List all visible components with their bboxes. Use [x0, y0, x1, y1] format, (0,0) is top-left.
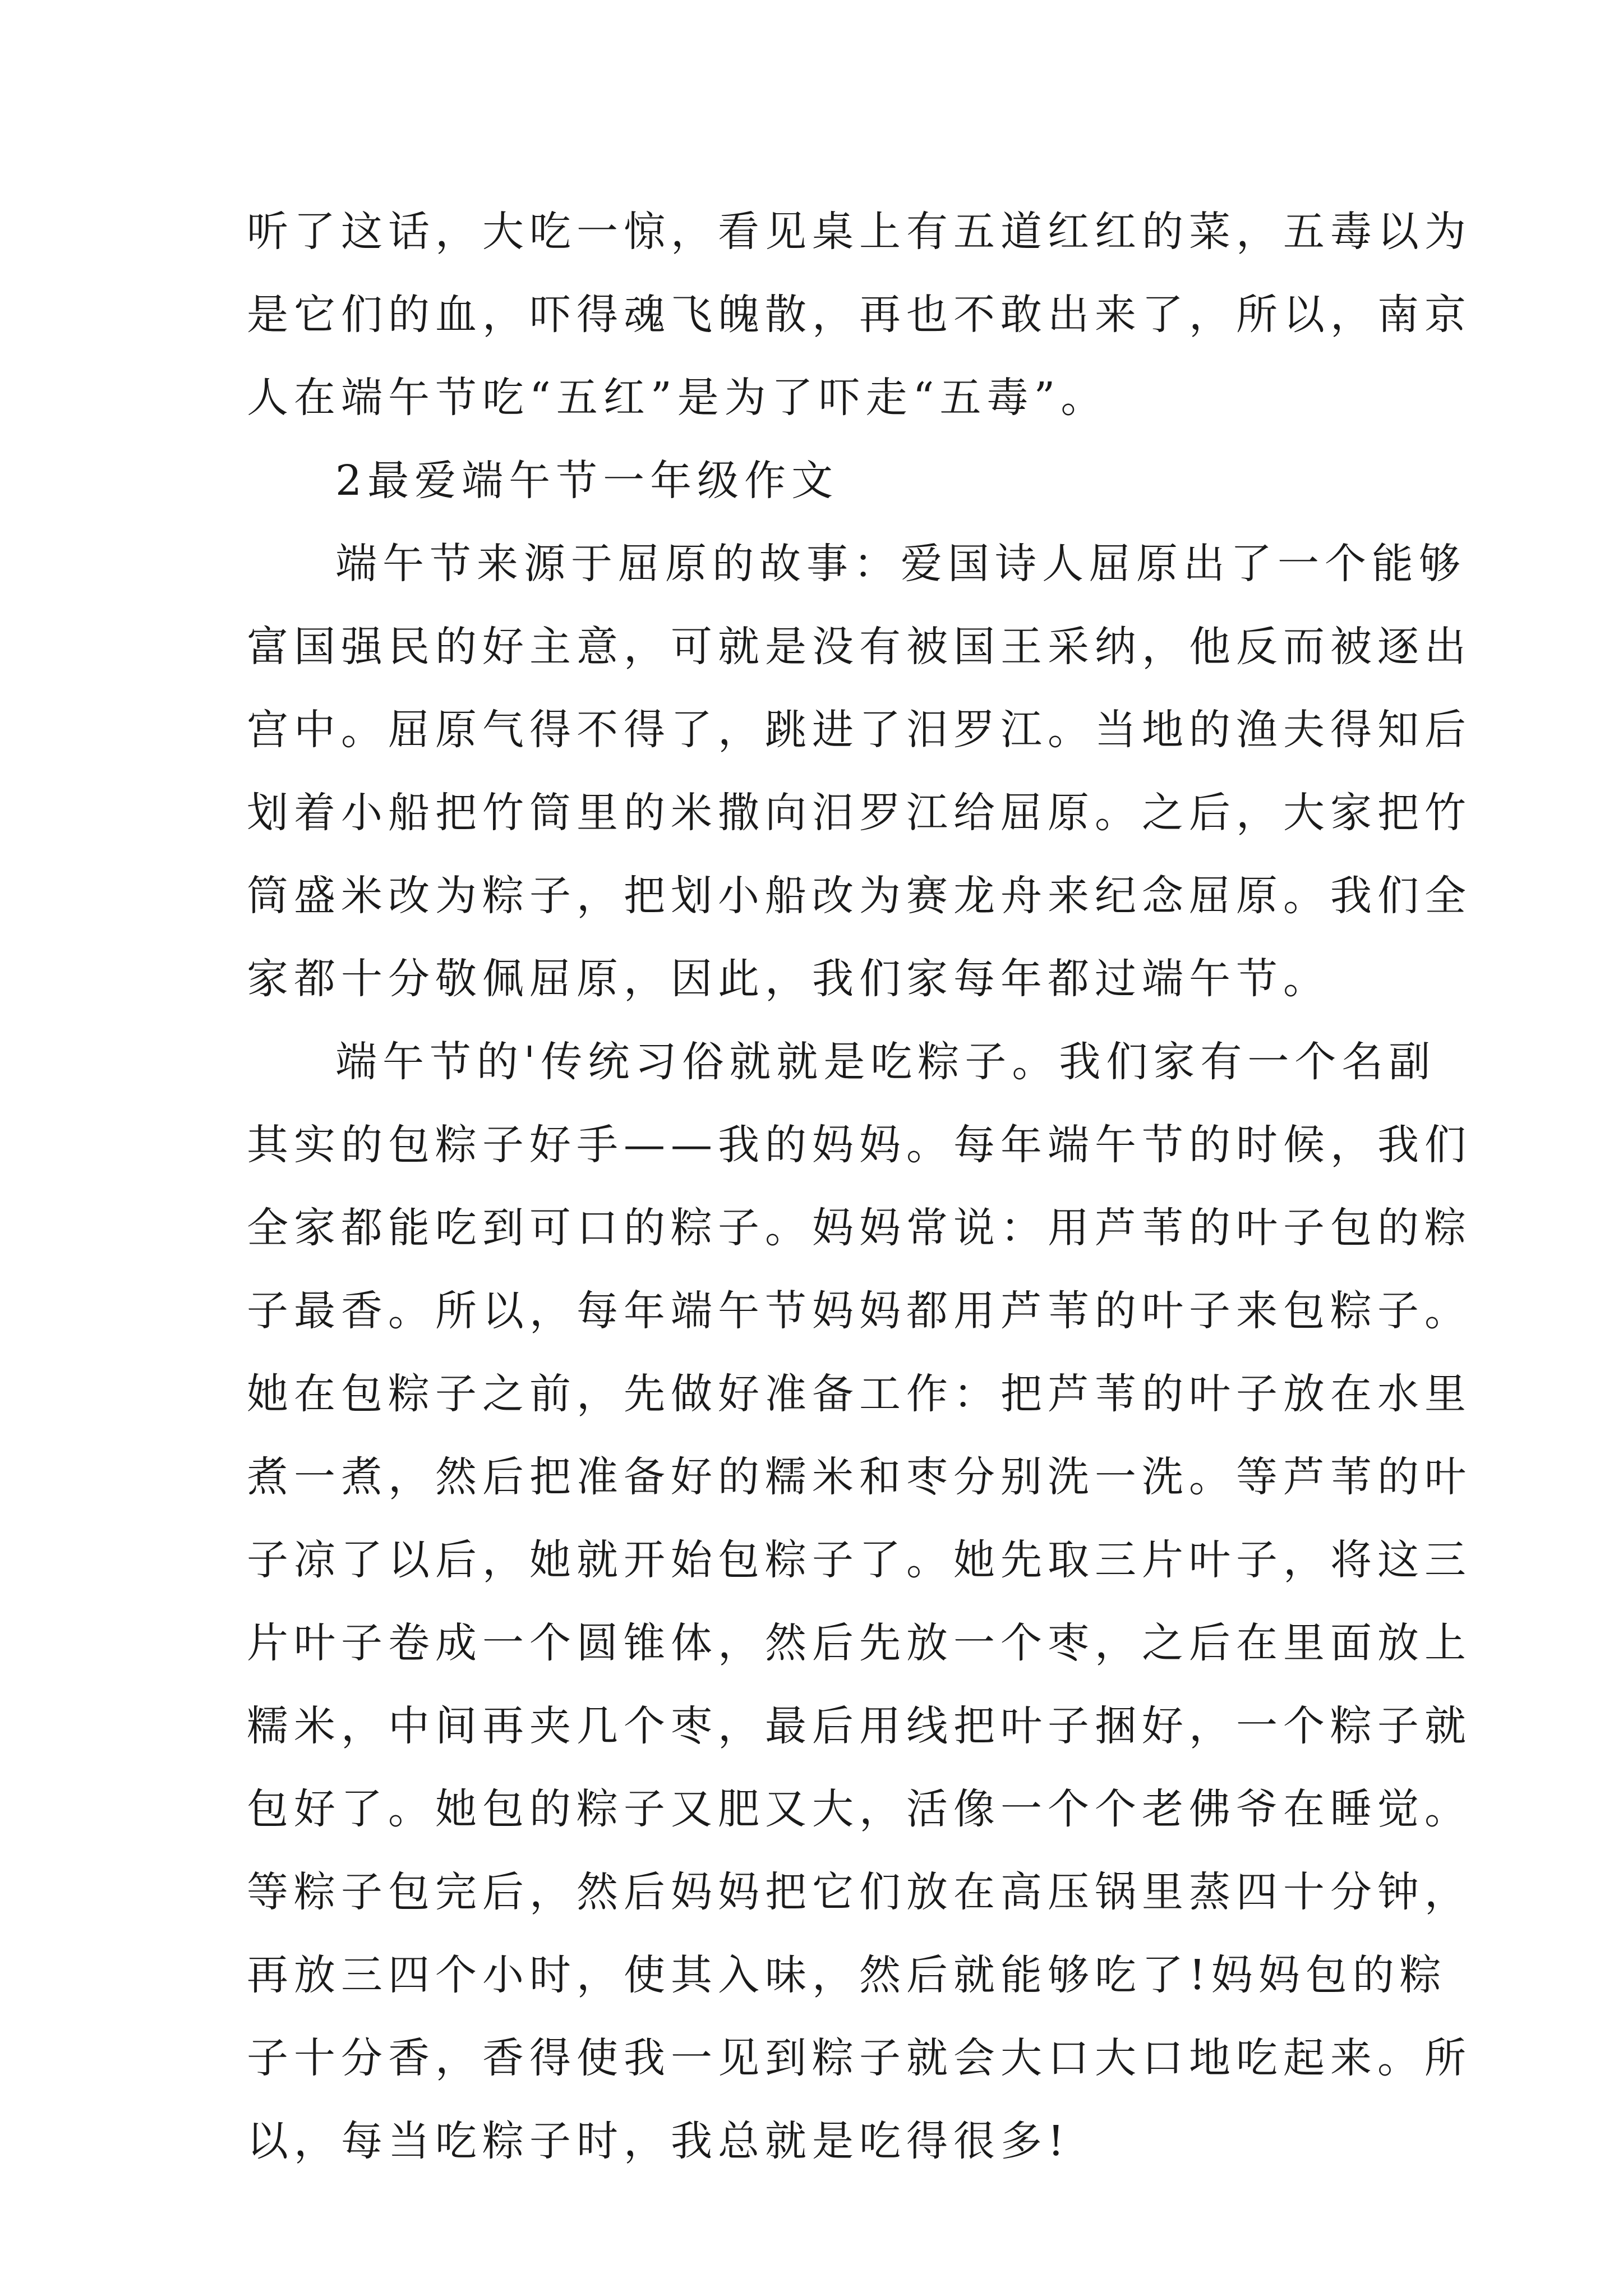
text-line: 划着小船把竹筒里的米撒向汨罗江给屈原。之后，大家把竹 — [247, 789, 1472, 837]
text-line: 听了这话，大吃一惊，看见桌上有五道红红的菜，五毒以为 — [247, 208, 1472, 256]
text-line: 她在包粽子之前，先做好准备工作：把芦苇的叶子放在水里 — [247, 1370, 1472, 1418]
text-line: 片叶子卷成一个圆锥体，然后先放一个枣，之后在里面放上 — [247, 1619, 1472, 1667]
text-line: 家都十分敬佩屈原，因此，我们家每年都过端午节。 — [247, 955, 1330, 1003]
text-line: 子十分香，香得使我一见到粽子就会大口大口地吃起来。所 — [247, 2034, 1472, 2082]
text-line: 子凉了以后，她就开始包粽子了。她先取三片叶子，将这三 — [247, 1536, 1472, 1584]
text-line: 糯米，中间再夹几个枣，最后用线把叶子捆好，一个粽子就 — [247, 1702, 1472, 1750]
text-line: 筒盛米改为粽子，把划小船改为赛龙舟来纪念屈原。我们全 — [247, 872, 1472, 920]
text-line: 再放三四个小时，使其入味，然后就能够吃了!妈妈包的粽 — [247, 1951, 1447, 1999]
paragraph-first-line: 端午节来源于屈原的故事：爱国诗人屈原出了一个能够 — [335, 540, 1466, 588]
text-line: 等粽子包完后，然后妈妈把它们放在高压锅里蒸四十分钟， — [247, 1868, 1472, 1916]
text-line: 是它们的血，吓得魂飞魄散，再也不敢出来了，所以，南京 — [247, 291, 1472, 339]
text-line: 全家都能吃到可口的粽子。妈妈常说：用芦苇的叶子包的粽 — [247, 1204, 1472, 1252]
text-line: 子最香。所以，每年端午节妈妈都用芦苇的叶子来包粽子。 — [247, 1287, 1472, 1335]
text-line: 包好了。她包的粽子又肥又大，活像一个个老佛爷在睡觉。 — [247, 1785, 1472, 1833]
section-heading: 2最爱端午节一年级作文 — [335, 457, 839, 505]
text-line: 宫中。屈原气得不得了，跳进了汨罗江。当地的渔夫得知后 — [247, 706, 1472, 754]
text-line: 其实的包粽子好手——我的妈妈。每年端午节的时候，我们 — [247, 1121, 1472, 1169]
text-line: 富国强民的好主意，可就是没有被国王采纳，他反而被逐出 — [247, 623, 1472, 671]
text-line: 煮一煮，然后把准备好的糯米和枣分别洗一洗。等芦苇的叶 — [247, 1453, 1472, 1501]
paragraph-first-line: 端午节的'传统习俗就就是吃粽子。我们家有一个名副 — [335, 1038, 1436, 1086]
text-line: 以，每当吃粽子时，我总就是吃得很多! — [247, 2117, 1070, 2165]
text-line: 人在端午节吃“五红”是为了吓走“五毒”。 — [247, 374, 1108, 422]
